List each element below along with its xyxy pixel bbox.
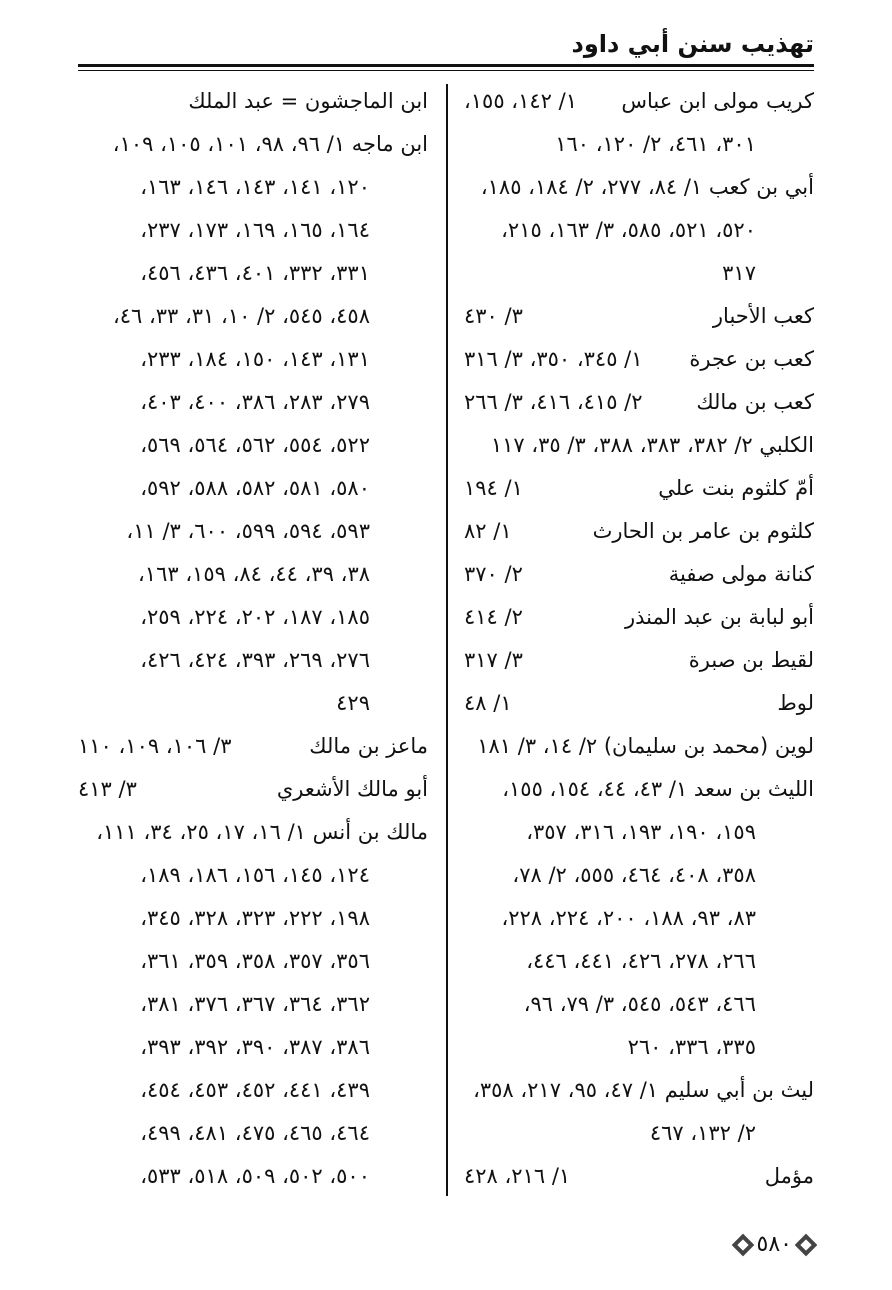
index-line xyxy=(464,1112,814,1155)
index-line xyxy=(78,768,428,811)
index-line xyxy=(464,123,814,166)
page-footer xyxy=(735,1232,814,1257)
index-line xyxy=(464,252,814,295)
index-entry-continuation: ٨٣، ٩٣، ١٨٨، ٢٠٠، ٢٢٤، ٢٢٨، xyxy=(501,906,756,930)
index-entry-continuation: ٣٦٢، ٣٦٤، ٣٦٧، ٣٧٦، ٣٨١، xyxy=(140,992,370,1016)
index-entry-continuation: ١٩٨، ٢٢٢، ٣٢٣، ٣٢٨، ٣٤٥، xyxy=(140,906,370,930)
index-entry-name: لقيط بن صبرة xyxy=(688,648,814,672)
index-entry-refs: ١/ ١٩٤ xyxy=(464,476,523,500)
index-line xyxy=(78,553,428,596)
index-line xyxy=(464,553,814,596)
index-entry-continuation: ٥٢٢، ٥٥٤، ٥٦٢، ٥٦٤، ٥٦٩، xyxy=(140,433,370,457)
index-line xyxy=(78,123,428,166)
index-line xyxy=(78,424,428,467)
index-entry-continuation: ١٣١، ١٤٣، ١٥٠، ١٨٤، ٢٣٣، xyxy=(140,347,370,371)
index-entry-name: أمّ كلثوم بنت علي xyxy=(658,476,814,500)
index-line xyxy=(464,510,814,553)
index-entry-refs: ١/ ٢١٦، ٤٢٨ xyxy=(464,1164,571,1188)
index-line xyxy=(464,467,814,510)
index-entry-refs: ٣/ ٤١٣ xyxy=(78,777,137,801)
index-entry-name: كلثوم بن عامر بن الحارث xyxy=(592,519,814,543)
index-entry-continuation: ١٢٤، ١٤٥، ١٥٦، ١٨٦، ١٨٩، xyxy=(140,863,370,887)
index-entry-refs: ٢/ ٣٧٠ xyxy=(464,562,523,586)
index-entry-continuation: ٥٩٣، ٥٩٤، ٥٩٩، ٦٠٠، ٣/ ١١، xyxy=(126,519,370,543)
index-entry-continuation: ٤٥٨، ٥٤٥، ٢/ ١٠، ٣١، ٣٣، ٤٦، xyxy=(112,304,370,328)
index-entry-continuation: ٣٣٥، ٣٣٦، ٢٦٠ xyxy=(627,1035,756,1059)
index-entry-continuation: ١٢٠، ١٤١، ١٤٣، ١٤٦، ١٦٣، xyxy=(140,175,370,199)
index-entry-continuation: ٥٨٠، ٥٨١، ٥٨٢، ٥٨٨، ٥٩٢، xyxy=(140,476,370,500)
index-line xyxy=(78,1026,428,1069)
index-entry-refs: ١/ ٣٤٥، ٣٥٠، ٣/ ٣١٦ xyxy=(464,347,643,371)
index-line xyxy=(464,1155,814,1198)
index-entry-refs: ١/ ٨٢ xyxy=(464,519,512,543)
index-line xyxy=(464,811,814,854)
index-entry-continuation: ٢٧٩، ٢٨٣، ٣٨٦، ٤٠٠، ٤٠٣، xyxy=(140,390,370,414)
index-entry-continuation: ٣١٧ xyxy=(722,261,756,285)
index-line xyxy=(78,1155,428,1198)
index-line xyxy=(78,209,428,252)
ornament-icon xyxy=(795,1233,818,1256)
index-entry-name: لوط xyxy=(777,691,814,715)
index-entry-continuation: ٣٨٦، ٣٨٧، ٣٩٠، ٣٩٢، ٣٩٣، xyxy=(140,1035,370,1059)
index-line xyxy=(464,166,814,209)
index-line xyxy=(464,897,814,940)
index-entry-continuation: ٢٧٦، ٢٦٩، ٣٩٣، ٤٢٤، ٤٢٦، xyxy=(140,648,370,672)
index-line xyxy=(78,811,428,854)
index-line xyxy=(464,854,814,897)
index-entry-continuation: ٢٦٦، ٢٧٨، ٤٢٦، ٤٤١، ٤٤٦، xyxy=(526,949,756,973)
index-line xyxy=(78,682,428,725)
index-entry-name: أبو مالك الأشعري xyxy=(276,777,428,801)
index-entry-refs: ٢/ ٤١٥، ٤١٦، ٣/ ٢٦٦ xyxy=(464,390,643,414)
index-line xyxy=(464,80,814,123)
index-entry-text: أبي بن كعب ١/ ٨٤، ٢٧٧، ٢/ ١٨٤، ١٨٥، xyxy=(480,175,814,199)
ornament-icon xyxy=(731,1233,754,1256)
index-entry-name: أبو لبابة بن عبد المنذر xyxy=(624,605,814,629)
index-line xyxy=(78,983,428,1026)
index-entry-refs: ٣/ ١٠٦، ١٠٩، ١١٠ xyxy=(78,734,232,758)
index-entry-name: كعب بن عجرة xyxy=(689,347,814,371)
index-entry-name: كنانة مولى صفية xyxy=(668,562,814,586)
index-line xyxy=(78,940,428,983)
index-entry-name: مؤمل xyxy=(764,1164,814,1188)
index-line xyxy=(78,596,428,639)
index-entry-refs: ٣/ ٣١٧ xyxy=(464,648,523,672)
book-title: تهذيب سنن أبي داود xyxy=(571,30,814,58)
index-line xyxy=(78,854,428,897)
index-entry-continuation: ١٦٤، ١٦٥، ١٦٩، ١٧٣، ٢٣٧، xyxy=(140,218,370,242)
index-line xyxy=(464,338,814,381)
index-entry-text: ابن ماجه ١/ ٩٦، ٩٨، ١٠١، ١٠٥، ١٠٩، xyxy=(112,132,428,156)
index-entry-text: ليث بن أبي سليم ١/ ٤٧، ٩٥، ٢١٧، ٣٥٨، xyxy=(473,1078,814,1102)
index-entry-text: الكلبي ٢/ ٣٨٢، ٣٨٣، ٣٨٨، ٣/ ٣٥، ١١٧ xyxy=(490,433,814,457)
index-entry-text: مالك بن أنس ١/ ١٦، ١٧، ٢٥، ٣٤، ١١١، xyxy=(96,820,428,844)
index-line xyxy=(78,166,428,209)
index-line xyxy=(464,682,814,725)
index-entry-continuation: ٤٣٩، ٤٤١، ٤٥٢، ٤٥٣، ٤٥٤، xyxy=(140,1078,370,1102)
index-line xyxy=(464,596,814,639)
index-line xyxy=(464,725,814,768)
index-entry-text: الليث بن سعد ١/ ٤٣، ٤٤، ١٥٤، ١٥٥، xyxy=(502,777,814,801)
index-entry-name: كريب مولى ابن عباس xyxy=(621,89,814,113)
index-line xyxy=(464,424,814,467)
index-line xyxy=(464,1026,814,1069)
header-rule-thin xyxy=(78,70,814,71)
index-line xyxy=(78,1112,428,1155)
index-line xyxy=(78,80,428,123)
index-entry-name: ماعز بن مالك xyxy=(309,734,428,758)
index-line xyxy=(78,295,428,338)
index-line xyxy=(464,1069,814,1112)
header-rule xyxy=(78,64,814,67)
index-line xyxy=(464,983,814,1026)
index-entry-continuation: ٤٢٩ xyxy=(336,691,370,715)
index-line xyxy=(78,467,428,510)
index-entry-continuation: ٤٦٤، ٤٦٥، ٤٧٥، ٤٨١، ٤٩٩، xyxy=(140,1121,370,1145)
page-number: ٥٨٠ xyxy=(756,1232,792,1257)
index-line xyxy=(464,639,814,682)
index-entry-refs: ٢/ ٤١٤ xyxy=(464,605,523,629)
index-entry-continuation: ٣٠١، ٤٦١، ٢/ ١٢٠، ١٦٠ xyxy=(555,132,756,156)
index-entry-continuation: ١٨٥، ١٨٧، ٢٠٢، ٢٢٤، ٢٥٩، xyxy=(140,605,370,629)
index-line xyxy=(78,381,428,424)
index-line xyxy=(78,338,428,381)
index-line xyxy=(78,1069,428,1112)
index-entry-continuation: ٣٥٦، ٣٥٧، ٣٥٨، ٣٥٩، ٣٦١، xyxy=(140,949,370,973)
index-entry-continuation: ١٥٩، ١٩٠، ١٩٣، ٣١٦، ٣٥٧، xyxy=(526,820,756,844)
index-entry-continuation: ٢/ ١٣٢، ٤٦٧ xyxy=(649,1121,756,1145)
index-entry-name: كعب الأحبار xyxy=(712,304,814,328)
index-entry-continuation: ٥٢٠، ٥٢١، ٥٨٥، ٣/ ١٦٣، ٢١٥، xyxy=(501,218,756,242)
index-entry-continuation: ٥٠٠، ٥٠٢، ٥٠٩، ٥١٨، ٥٣٣، xyxy=(140,1164,370,1188)
index-line xyxy=(78,725,428,768)
index-line xyxy=(78,639,428,682)
index-line xyxy=(78,897,428,940)
index-entry-refs: ١/ ١٤٢، ١٥٥، xyxy=(464,89,577,113)
index-line xyxy=(464,940,814,983)
index-line xyxy=(464,768,814,811)
index-entry-continuation: ٣٣١، ٣٣٢، ٤٠١، ٤٣٦، ٤٥٦، xyxy=(140,261,370,285)
index-entry-text: لوين (محمد بن سليمان) ٢/ ١٤، ٣/ ١٨١ xyxy=(477,734,814,758)
index-entry-refs: ١/ ٤٨ xyxy=(464,691,512,715)
index-entry-name: كعب بن مالك xyxy=(696,390,814,414)
index-line xyxy=(464,381,814,424)
index-entry-continuation: ٣٥٨، ٤٠٨، ٤٦٤، ٥٥٥، ٢/ ٧٨، xyxy=(512,863,756,887)
index-line xyxy=(464,209,814,252)
index-entry-refs: ٣/ ٤٣٠ xyxy=(464,304,523,328)
index-line xyxy=(78,510,428,553)
index-line xyxy=(464,295,814,338)
index-entry-continuation: ٤٦٦، ٥٤٣، ٥٤٥، ٣/ ٧٩، ٩٦، xyxy=(523,992,756,1016)
index-line xyxy=(78,252,428,295)
column-divider xyxy=(446,84,448,1196)
index-entry-text: ابن الماجشون = عبد الملك xyxy=(188,89,428,113)
index-entry-continuation: ٣٨، ٣٩، ٤٤، ٨٤، ١٥٩، ١٦٣، xyxy=(138,562,370,586)
